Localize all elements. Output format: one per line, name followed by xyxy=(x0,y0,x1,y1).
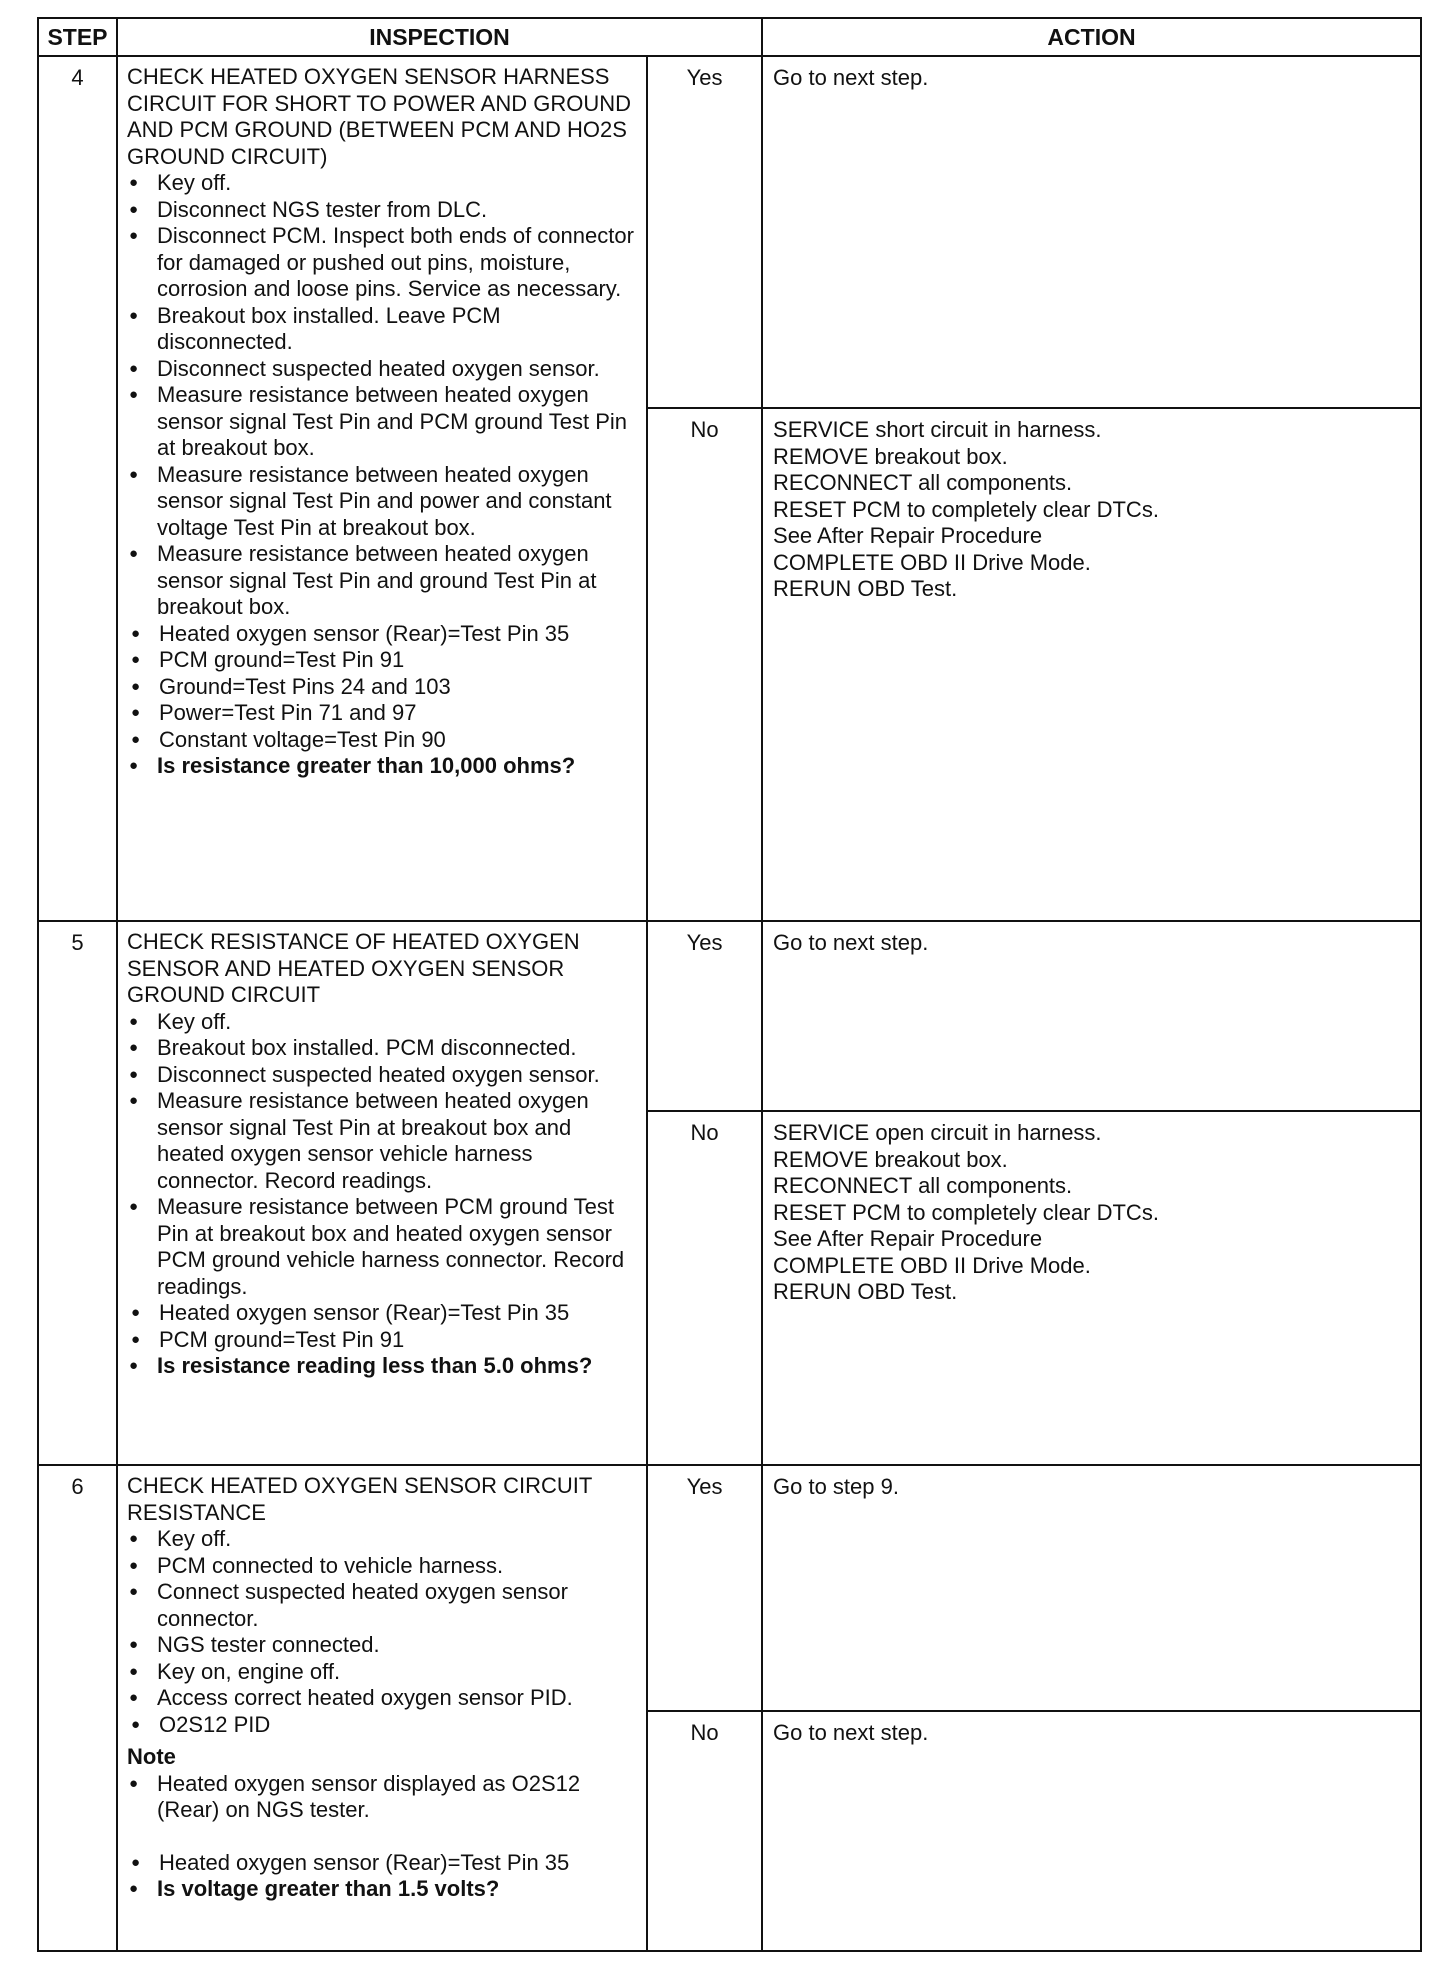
step-title: CHECK HEATED OXYGEN SENSOR CIRCUIT RESISTANCE xyxy=(127,1473,592,1525)
list-item: ● Disconnect suspected heated oxygen sensor. xyxy=(127,356,638,383)
no-label: No xyxy=(647,1711,762,1951)
pin-list xyxy=(129,1850,638,1877)
list-item: ● PCM ground=Test Pin 91 xyxy=(129,1327,638,1354)
list-item: ● Heated oxygen sensor (Rear)=Test Pin 35 xyxy=(129,1850,638,1877)
step-question: ● Is resistance greater than 10,000 ohms? xyxy=(127,753,638,780)
action-line: Go to next step. xyxy=(773,1720,929,1745)
action-line: RESET PCM to completely clear DTCs. xyxy=(773,1199,1159,1225)
yes-label: Yes xyxy=(647,921,762,1111)
list-item: ● Heated oxygen sensor displayed as O2S12 (Rear) on NGS tester. xyxy=(127,1771,638,1824)
action-line: RERUN OBD Test. xyxy=(773,1279,958,1304)
action-line: Go to step 9. xyxy=(773,1474,899,1499)
no-action xyxy=(762,408,1421,921)
header-action: ACTION xyxy=(762,18,1421,56)
step-number: 6 xyxy=(38,1465,117,1951)
pin-list xyxy=(129,621,638,754)
action-line: Go to next step. xyxy=(773,930,929,955)
no-label: No xyxy=(647,408,762,921)
yes-action xyxy=(762,56,1421,408)
list-item: ● Heated oxygen sensor (Rear)=Test Pin 35 xyxy=(129,621,638,648)
question-list xyxy=(127,1876,638,1903)
inspection-list xyxy=(127,1009,638,1301)
inspection-list xyxy=(127,170,638,621)
table-row xyxy=(38,921,1421,1111)
action-line: RECONNECT all components. xyxy=(773,1173,1073,1198)
question-list xyxy=(127,753,638,780)
list-item: ● Key off. xyxy=(127,1526,638,1553)
list-item: ● Connect suspected heated oxygen sensor connector. xyxy=(127,1579,638,1632)
inspection-cell xyxy=(117,56,647,921)
no-action xyxy=(762,1111,1421,1465)
procedure-document xyxy=(37,17,1420,1952)
action-line: See After Repair Procedure xyxy=(773,1226,1043,1251)
step-number: 4 xyxy=(38,56,117,921)
action-line: Go to next step. xyxy=(773,65,929,90)
action-line: REMOVE breakout box. xyxy=(773,1146,1008,1172)
table-header-row xyxy=(38,18,1421,56)
action-line: REMOVE breakout box. xyxy=(773,443,1008,469)
note-label: Note xyxy=(127,1744,176,1769)
list-item: ● Measure resistance between heated oxygen sensor signal Test Pin and PCM ground Test Pin at breakout box. xyxy=(127,382,638,462)
pid-list xyxy=(129,1712,638,1739)
list-item: ● Measure resistance between heated oxygen sensor signal Test Pin and power and constant voltage Test Pin at breakout box. xyxy=(127,462,638,542)
table-row xyxy=(38,1465,1421,1711)
list-item: ● Measure resistance between PCM ground Test Pin at breakout box and heated oxygen sensor PCM ground vehicle harness connector. Record readings. xyxy=(127,1194,638,1300)
list-item: ● Key off. xyxy=(127,1009,638,1036)
action-line: RESET PCM to completely clear DTCs. xyxy=(773,496,1159,522)
list-item: ● PCM ground=Test Pin 91 xyxy=(129,647,638,674)
header-inspection: INSPECTION xyxy=(117,18,762,56)
list-item: ● Measure resistance between heated oxygen sensor signal Test Pin at breakout box and heated oxygen sensor vehicle harness connector. Record readings. xyxy=(127,1088,638,1194)
inspection-cell xyxy=(117,921,647,1465)
diagnostic-table xyxy=(37,17,1422,1952)
yes-label: Yes xyxy=(647,56,762,408)
list-item: ● Constant voltage=Test Pin 90 xyxy=(129,727,638,754)
action-line: COMPLETE OBD II Drive Mode. xyxy=(773,1252,1091,1278)
list-item: ● Disconnect suspected heated oxygen sensor. xyxy=(127,1062,638,1089)
list-item: ● O2S12 PID xyxy=(129,1712,638,1739)
action-line: COMPLETE OBD II Drive Mode. xyxy=(773,549,1091,575)
step-number: 5 xyxy=(38,921,117,1465)
list-item: ● Power=Test Pin 71 and 97 xyxy=(129,700,638,727)
note-list xyxy=(127,1771,638,1824)
yes-action xyxy=(762,1465,1421,1711)
action-line: SERVICE short circuit in harness. xyxy=(773,417,1102,442)
no-label: No xyxy=(647,1111,762,1465)
list-item: ● Breakout box installed. Leave PCM disconnected. xyxy=(127,303,638,356)
list-item: ● PCM connected to vehicle harness. xyxy=(127,1553,638,1580)
step-question: ● Is resistance reading less than 5.0 ohms? xyxy=(127,1353,638,1380)
no-action xyxy=(762,1711,1421,1951)
step-question: ● Is voltage greater than 1.5 volts? xyxy=(127,1876,638,1903)
step-title: CHECK HEATED OXYGEN SENSOR HARNESS CIRCUIT FOR SHORT TO POWER AND GROUND AND PCM GROUND (BETWEEN PCM AND HO2S GROUND CIRCUIT) xyxy=(127,64,632,169)
inspection-list xyxy=(127,1526,638,1712)
header-step: STEP xyxy=(38,18,117,56)
pin-list xyxy=(129,1300,638,1353)
list-item: ● Measure resistance between heated oxygen sensor signal Test Pin and ground Test Pin at breakout box. xyxy=(127,541,638,621)
question-list xyxy=(127,1353,638,1380)
list-item: ● Key off. xyxy=(127,170,638,197)
action-line: SERVICE open circuit in harness. xyxy=(773,1120,1102,1145)
list-item: ● Access correct heated oxygen sensor PID. xyxy=(127,1685,638,1712)
action-line: RECONNECT all components. xyxy=(773,470,1073,495)
list-item: ● Ground=Test Pins 24 and 103 xyxy=(129,674,638,701)
list-item: ● Key on, engine off. xyxy=(127,1659,638,1686)
inspection-cell xyxy=(117,1465,647,1951)
list-item: ● Heated oxygen sensor (Rear)=Test Pin 35 xyxy=(129,1300,638,1327)
list-item: ● Disconnect PCM. Inspect both ends of connector for damaged or pushed out pins, moisture, corrosion and loose pins. Service as necessary. xyxy=(127,223,638,303)
list-item: ● Disconnect NGS tester from DLC. xyxy=(127,197,638,224)
step-title: CHECK RESISTANCE OF HEATED OXYGEN SENSOR AND HEATED OXYGEN SENSOR GROUND CIRCUIT xyxy=(127,929,580,1007)
action-line: RERUN OBD Test. xyxy=(773,576,958,601)
table-row xyxy=(38,56,1421,408)
list-item: ● Breakout box installed. PCM disconnected. xyxy=(127,1035,638,1062)
yes-action xyxy=(762,921,1421,1111)
yes-label: Yes xyxy=(647,1465,762,1711)
action-line: See After Repair Procedure xyxy=(773,523,1043,548)
list-item: ● NGS tester connected. xyxy=(127,1632,638,1659)
